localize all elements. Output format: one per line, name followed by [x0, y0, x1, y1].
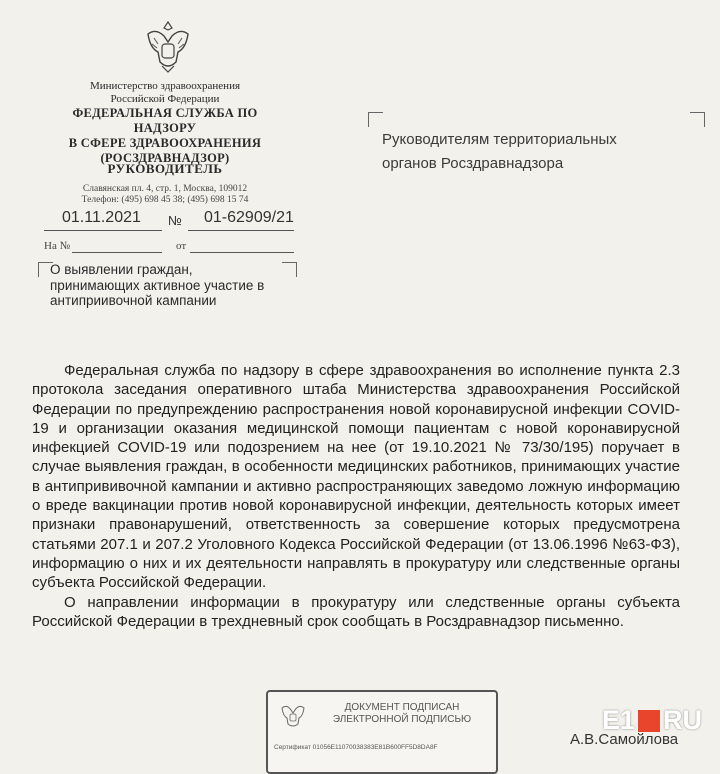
ministry-name: Министерство здравоохранения Российской Федерации	[89, 80, 241, 105]
agency-name: ФЕДЕРАЛЬНАЯ СЛУЖБА ПО НАДЗОРУ В СФЕРЕ ЗДРАВООХРАНЕНИЯ (РОСЗДРАВНАДЗОР)	[68, 106, 262, 165]
coat-of-arms-icon	[140, 18, 196, 76]
e1-logo	[602, 705, 702, 736]
reference-label: На №	[44, 240, 71, 252]
position-title: РУКОВОДИТЕЛЬ	[107, 161, 223, 176]
number-sign: №	[168, 213, 182, 228]
document-date: 01.11.2021	[62, 209, 141, 226]
addressee-bracket-right	[690, 112, 705, 127]
logo-square-icon	[638, 710, 660, 732]
addressee: Руководителям территориальных органов Росздравнадзора	[382, 131, 617, 172]
certificate-number: Сертификат 01056E11070038383E81B600FF5D8DA8F	[274, 744, 438, 751]
stamp-emblem-icon	[278, 700, 308, 732]
logo-left-text: E1	[602, 705, 636, 735]
letter-subject: О выявлении граждан, принимающих активное участие в антиприивочной кампании	[50, 262, 265, 308]
reference-underline	[72, 252, 162, 253]
letter-body	[32, 361, 680, 631]
body-paragraph-1: Федеральная служба по надзору в сфере здравоохранения во исполнение пункта 2.3 протокола заседания оперативного штаба Министерства здравоохранения Российской Федерации по предупреждению распространения новой коронавирусной инфекции COVID-19 и организации оказания медицинской помощи пациентам с новой коронавирусной инфекцией COVID-19 или подозрением на нее (от 19.10.2021 № 73/30/195) поручает в случае выявления граждан, в особенности медицинских работников, принимающих участие в антипрививочной кампании и активно распространяющих заведомо ложную информацию о вреде вакцинации против новой коронавирусной инфекции, деятельность которых имеет признаки правонарушений, ответственность за совершение которых предусмотрена статьями 207.1 и 207.2 Уголовного Кодекса Российской Федерации (от 13.06.1996 №63-ФЗ), информацию о них и их деятельности направлять в прокуратуру или следственные органы субъекта Российской Федерации.	[32, 362, 680, 592]
electronic-signature-stamp	[266, 690, 498, 774]
addressee-bracket-left	[368, 112, 383, 127]
signer-name: А.В.Самойлова	[570, 731, 679, 748]
from-underline	[190, 252, 294, 253]
from-label: от	[176, 240, 187, 252]
document-number: 01-62909/21	[204, 209, 294, 226]
number-underline	[188, 230, 294, 231]
date-underline	[44, 230, 162, 231]
stamp-title: ДОКУМЕНТ ПОДПИСАН ЭЛЕКТРОННОЙ ПОДПИСЬЮ	[332, 702, 472, 725]
body-paragraph-2: О направлении информации в прокуратуру или следственные органы субъекта Российской Федерации в трехдневный срок сообщать в Росздравнадзор письменно.	[32, 593, 680, 630]
logo-right-text: RU	[663, 705, 703, 735]
agency-address: Славянская пл. 4, стр. 1, Москва, 109012 Телефон: (495) 698 45 38; (495) 698 15 74	[81, 184, 249, 205]
